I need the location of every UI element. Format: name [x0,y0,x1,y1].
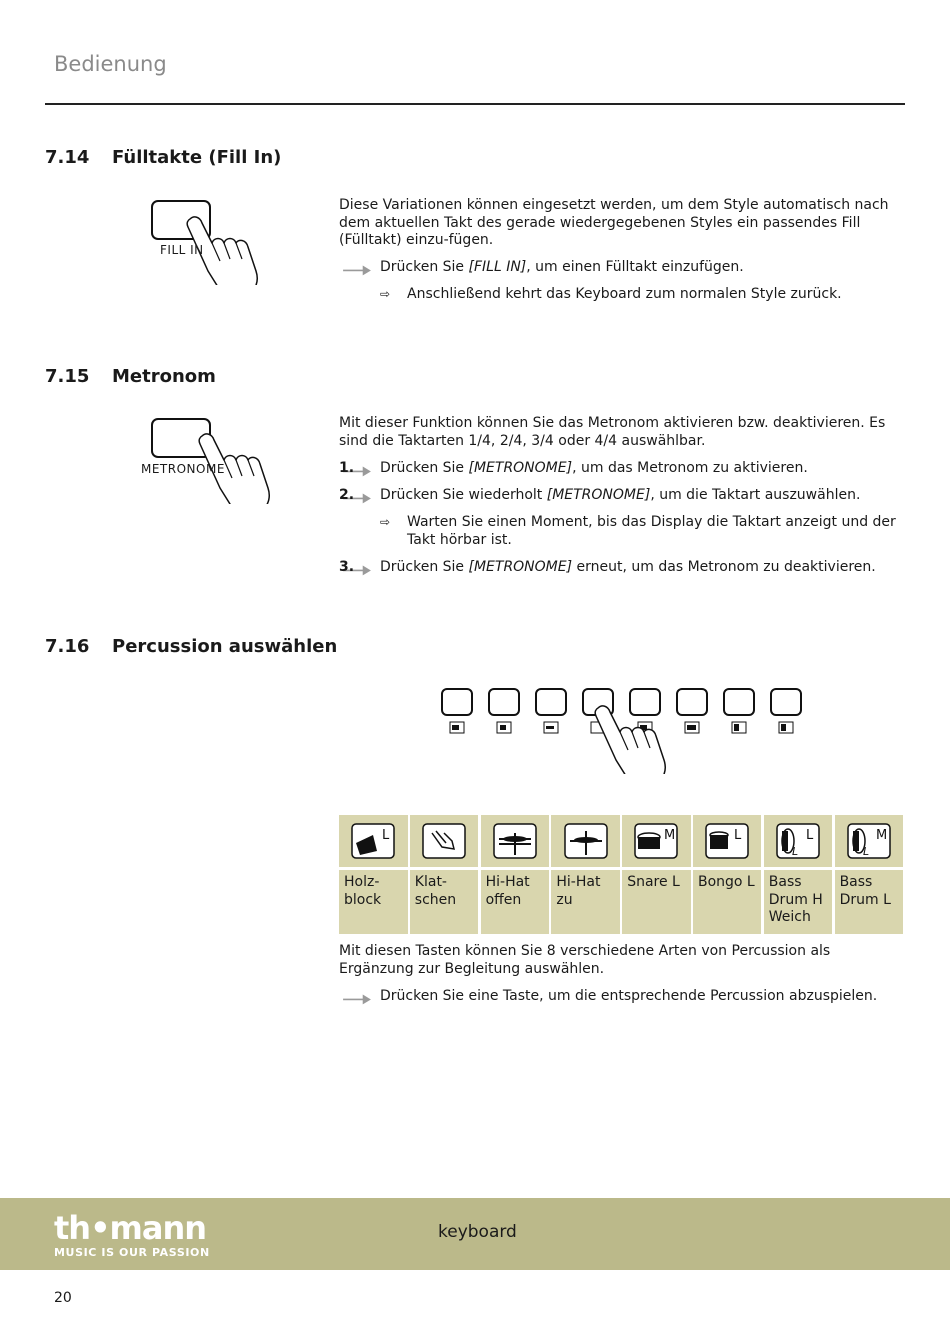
percussion-label: Bongo L [693,870,762,934]
section-title-percussion: Percussion auswählen [112,636,338,657]
svg-text:M: M [664,828,676,843]
metronome-button-illustration [138,414,288,504]
percussion-label-row [339,870,905,934]
percussion-intro: Mit diesen Tasten können Sie 8 verschiedene Arten von Percussion als Ergänzung zur Begleitung auswählen. [339,943,831,977]
percussion-cell-woodblock [339,815,408,867]
percussion-cell-bass-drum-h [764,815,833,867]
section-title-metronom: Metronom [112,366,216,387]
hihat-closed-icon [564,823,608,859]
metronome-intro: Mit dieser Funktion können Sie das Metronom aktivieren bzw. deaktivieren. Es sind die Taktarten 1/4, 2/4, 3/4 oder 4/4 auswählbar. [339,415,886,449]
page-number: 20 [54,1290,72,1306]
section-title-fill-in: Fülltakte (Fill In) [112,147,282,168]
fill-in-button-label: FILL IN [160,243,204,257]
footer-product-name: keyboard [438,1222,517,1242]
percussion-label: Snare L [622,870,691,934]
percussion-label: Hi-Hat offen [481,870,550,934]
percussion-cell-snare [622,815,691,867]
result-arrow-icon: ⇨ [380,515,391,529]
svg-text:L: L [862,845,869,858]
arrow-marker-icon [339,259,375,277]
page-header-title: Bedienung [54,52,167,76]
percussion-icon-row [339,815,905,867]
arrow-marker-icon [339,988,375,1006]
bass-drum-icon [847,823,891,859]
section-number-7-14: 7.14 [45,147,90,168]
svg-text:L: L [382,828,390,843]
percussion-label: Holz- block [339,870,408,934]
percussion-button-row-icon [438,686,808,774]
svg-text:L: L [734,828,742,843]
section-number-7-15: 7.15 [45,366,90,387]
brand-logo [54,1210,210,1259]
fill-in-intro: Diese Variationen können eingesetzt werden, um dem Style automatisch nach dem aktuellen Takt des gerade wiedergegebenen Styles ein passendes Fill (Fülltakt) einzu-fügen. [339,197,889,248]
percussion-cell-hihat-open [481,815,550,867]
percussion-cell-hihat-closed [551,815,620,867]
percussion-cell-bongo [693,815,762,867]
percussion-label: Klat- schen [410,870,479,934]
fill-in-button-icon [140,195,280,285]
section-number-7-16: 7.16 [45,636,90,657]
percussion-cell-clap [410,815,479,867]
bass-drum-icon [776,823,820,859]
header-divider [45,103,905,105]
bongo-icon [705,823,749,859]
snare-drum-icon [634,823,678,859]
percussion-cell-bass-drum-l [835,815,904,867]
hihat-open-icon [493,823,537,859]
percussion-label: Bass Drum H Weich [764,870,833,934]
percussion-label: Bass Drum L [835,870,904,934]
fill-in-button-illustration [140,195,280,285]
svg-text:L: L [792,845,799,858]
metronome-button-icon [138,414,288,504]
woodblock-icon [351,823,395,859]
brand-tagline: MUSIC IS OUR PASSION [54,1246,210,1259]
percussion-table [339,815,905,934]
metronome-button-label: METRONOME [141,462,225,476]
svg-text:M: M [875,828,888,843]
percussion-buttons-illustration [438,686,808,774]
percussion-label: Hi-Hat zu [551,870,620,934]
result-arrow-icon: ⇨ [380,287,391,301]
hand-clap-icon [422,823,466,859]
svg-text:L: L [806,828,814,843]
brand-name: th•mann [54,1209,207,1247]
